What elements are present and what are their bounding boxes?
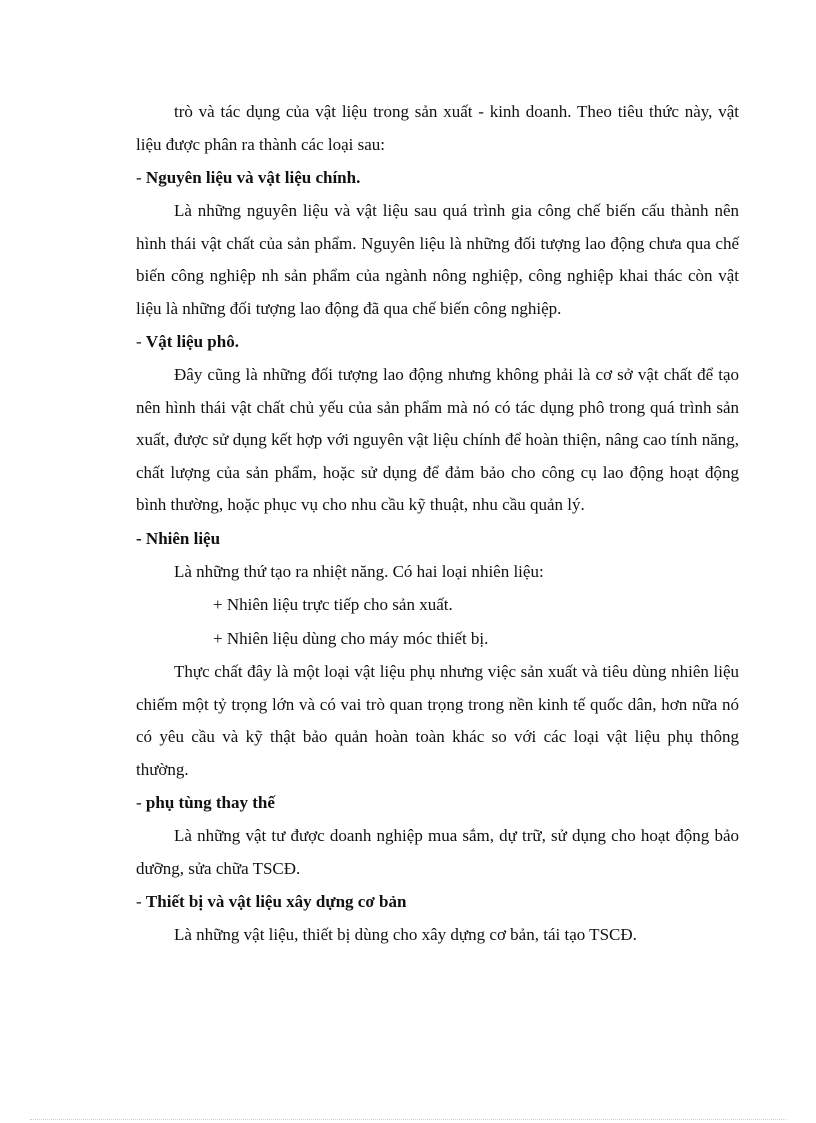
heading-dash: - — [136, 793, 146, 812]
heading-text: - Nhiên liệu — [136, 528, 221, 548]
heading-text: phụ tùng thay thế — [145, 793, 275, 812]
heading-dash: - — [136, 168, 146, 187]
paragraph-raw-materials: Là những nguyên liệu và vật liệu sau quá trình gia công chế biến cấu thành nên hình thái vật chất của sản phẩm. Nguyên liệu là những đối tượng lao động chưa qua chế biến công nghiệp nh sản phẩm của ngành nông nghiệp, công nghiệp khai thác còn vật liệu là những đối tượng lao động đã qua chế biến công nghiệp. — [136, 201, 739, 318]
paragraph-intro: trò và tác dụng của vật liệu trong sản xuất - kinh doanh. Theo tiêu thức này, vật liệu được phân ra thành các loại sau: — [136, 102, 739, 154]
heading-auxiliary-materials — [136, 325, 739, 359]
bullet-fuel-machinery: + Nhiên liệu dùng cho máy móc thiết bị. — [213, 629, 489, 648]
heading-construction-equipment — [136, 885, 739, 919]
paragraph-fuel: Là những thứ tạo ra nhiệt năng. Có hai loại nhiên liệu: — [174, 561, 544, 581]
heading-dash: - — [136, 892, 146, 911]
paragraph-spare-parts: Là những vật tư được doanh nghiệp mua sắm, dự trữ, sử dụng cho hoạt động bảo dưỡng, sửa chữa TSCĐ. — [136, 826, 739, 878]
heading-text: Thiết bị và vật liệu xây dựng cơ bản — [145, 892, 407, 911]
page-bottom-divider — [30, 1119, 786, 1120]
heading-text: Vật liệu phô. — [145, 332, 239, 351]
paragraph-fuel-detail: Thực chất đây là một loại vật liệu phụ nhưng việc sản xuất và tiêu dùng nhiên liệu chiếm một tỷ trọng lớn và có vai trò quan trọng trong nền kinh tế quốc dân, hơn nữa nó có yêu cầu và kỹ thật bảo quản hoàn toàn khác so với các loại vật liệu phụ thông thường. — [136, 662, 739, 779]
heading-dash: - — [136, 332, 146, 351]
paragraph-auxiliary-materials: Đây cũng là những đối tượng lao động nhưng không phải là cơ sở vật chất để tạo nên hình thái vật chất chủ yếu của sản phẩm mà nó có tác dụng phô trong quá trình sản xuất, được sử dụng kết hợp với nguyên vật liệu chính để hoàn thiện, nâng cao tính năng, chất lượng của sản phẩm, hoặc sử dụng để đảm bảo cho công cụ lao động hoạt động bình thường, hoặc phục vụ cho nhu cầu kỹ thuật, nhu cầu quản lý. — [136, 365, 739, 514]
bullet-fuel-production: + Nhiên liệu trực tiếp cho sản xuất. — [213, 595, 453, 614]
paragraph-construction-equipment: Là những vật liệu, thiết bị dùng cho xây dựng cơ bản, tái tạo TSCĐ. — [174, 925, 637, 944]
heading-raw-materials — [136, 161, 739, 195]
document-page — [136, 96, 739, 952]
heading-text: Nguyên liệu và vật liệu chính. — [145, 168, 361, 187]
heading-spare-parts — [136, 786, 739, 820]
heading-fuel — [136, 522, 739, 556]
